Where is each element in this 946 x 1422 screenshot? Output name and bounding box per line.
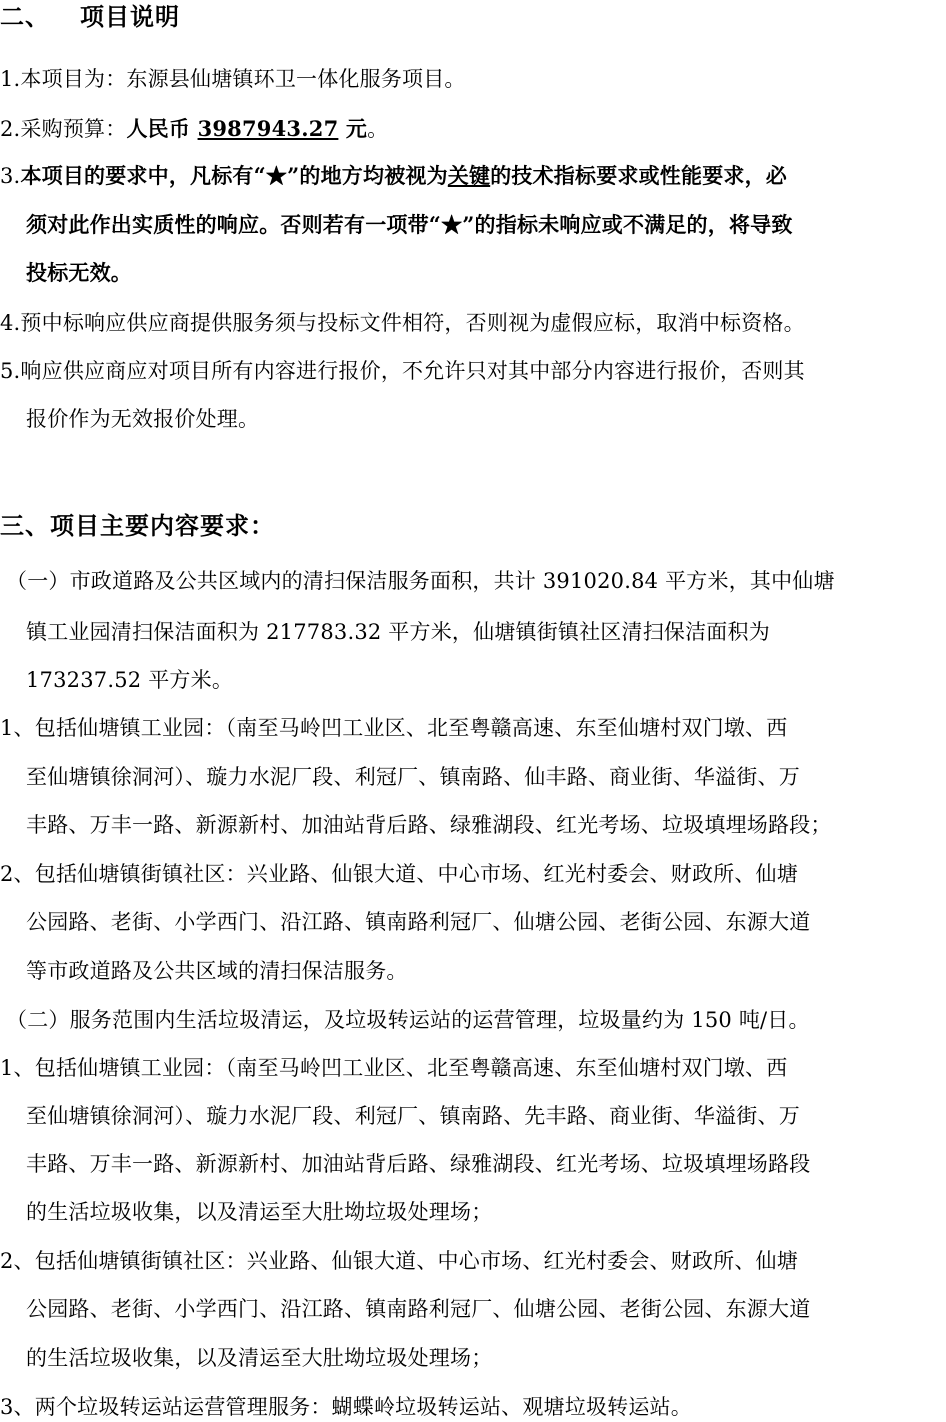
- heading-title: 项目说明: [80, 2, 180, 31]
- budget-unit: 元: [338, 116, 368, 141]
- part-1-item-1-line-3: 丰路、万丰一路、新源新村、加油站背后路、绿雅湖段、红光考场、垃圾填埋场路段；: [26, 813, 832, 837]
- part-1-item-1-line-2: 至仙塘镇徐洞河）、璇力水泥厂段、利冠厂、镇南路、仙丰路、商业街、华溢街、万: [26, 765, 800, 789]
- part-2-item-1-line-3: 丰路、万丰一路、新源新村、加油站背后路、绿雅湖段、红光考场、垃圾填埋场路段: [26, 1152, 811, 1176]
- part-2-item-2-line-3: 的生活垃圾收集，以及清运至大肚坳垃圾处理场；: [26, 1346, 493, 1370]
- part-2-item-1-line-4: 的生活垃圾收集，以及清运至大肚坳垃圾处理场；: [26, 1200, 493, 1224]
- part-1-item-2-line-1: 2、包括仙塘镇街镇社区：兴业路、仙银大道、中心市场、红光村委会、财政所、仙塘: [0, 862, 798, 886]
- item-3-line-2: 须对此作出实质性的响应。否则若有一项带“★”的指标未响应或不满足的，将导致: [26, 212, 793, 237]
- item-3-key-word: 关键: [447, 163, 491, 188]
- item-4-bid-consistency: 4.预中标响应供应商提供服务须与投标文件相符，否则视为虚假应标，取消中标资格。: [0, 311, 805, 335]
- part-1-item-2-line-2: 公园路、老街、小学西门、沿江路、镇南路利冠厂、仙塘公园、老街公园、东源大道: [26, 910, 811, 934]
- item-3-text-b: 的技术指标要求或性能要求，必: [490, 163, 788, 188]
- item-5-line-2: 报价作为无效报价处理。: [26, 407, 260, 431]
- part-2-item-2-line-1: 2、包括仙塘镇街镇社区：兴业路、仙银大道、中心市场、红光村委会、财政所、仙塘: [0, 1249, 798, 1273]
- item-5-line-1: 5.响应供应商应对项目所有内容进行报价，不允许只对其中部分内容进行报价，否则其: [0, 359, 805, 383]
- part-1-line-1: （一）市政道路及公共区域内的清扫保洁服务面积，共计 391020.84 平方米，其中仙塘: [6, 569, 835, 593]
- section-heading-project-description: [0, 2, 946, 32]
- part-1-line-3: 173237.52 平方米。: [26, 668, 234, 692]
- part-2-item-1-line-1: 1、包括仙塘镇工业园：（南至马岭凹工业区、北至粤赣高速、东至仙塘村双门墩、西: [0, 1056, 788, 1080]
- part-2-line-1: （二）服务范围内生活垃圾清运，及垃圾转运站的运营管理，垃圾量约为 150 吨/日。: [6, 1008, 810, 1032]
- part-1-item-2-line-3: 等市政道路及公共区域的清扫保洁服务。: [26, 959, 408, 983]
- item-3-line-1: [0, 161, 946, 191]
- item-3-line-3: 投标无效。: [26, 260, 132, 285]
- item-3-text-a: 本项目的要求中，凡标有“★”的地方均被视为: [20, 163, 448, 188]
- budget-end-punct: 。: [367, 117, 389, 141]
- section-heading-main-requirements: 三、项目主要内容要求：: [0, 511, 275, 540]
- part-2-item-3-line-1: 3、两个垃圾转运站运营管理服务：蝴蝶岭垃圾转运站、观塘垃圾转运站。: [0, 1395, 692, 1419]
- budget-currency: 人民币: [126, 116, 198, 141]
- item-1-project-name: 1.本项目为：东源县仙塘镇环卫一体化服务项目。: [0, 67, 466, 91]
- item-2-budget: [0, 114, 946, 144]
- heading-number: 二、: [0, 2, 50, 31]
- part-1-line-2: 镇工业园清扫保洁面积为 217783.32 平方米，仙塘镇街镇社区清扫保洁面积为: [26, 620, 770, 644]
- part-2-item-1-line-2: 至仙塘镇徐洞河）、璇力水泥厂段、利冠厂、镇南路、先丰路、商业街、华溢街、万: [26, 1104, 800, 1128]
- budget-label: 2.采购预算：: [0, 117, 127, 141]
- item-3-number: 3.: [0, 164, 21, 188]
- budget-amount: 3987943.27: [197, 116, 339, 141]
- part-1-item-1-line-1: 1、包括仙塘镇工业园：（南至马岭凹工业区、北至粤赣高速、东至仙塘村双门墩、西: [0, 716, 788, 740]
- part-2-item-2-line-2: 公园路、老街、小学西门、沿江路、镇南路利冠厂、仙塘公园、老街公园、东源大道: [26, 1297, 811, 1321]
